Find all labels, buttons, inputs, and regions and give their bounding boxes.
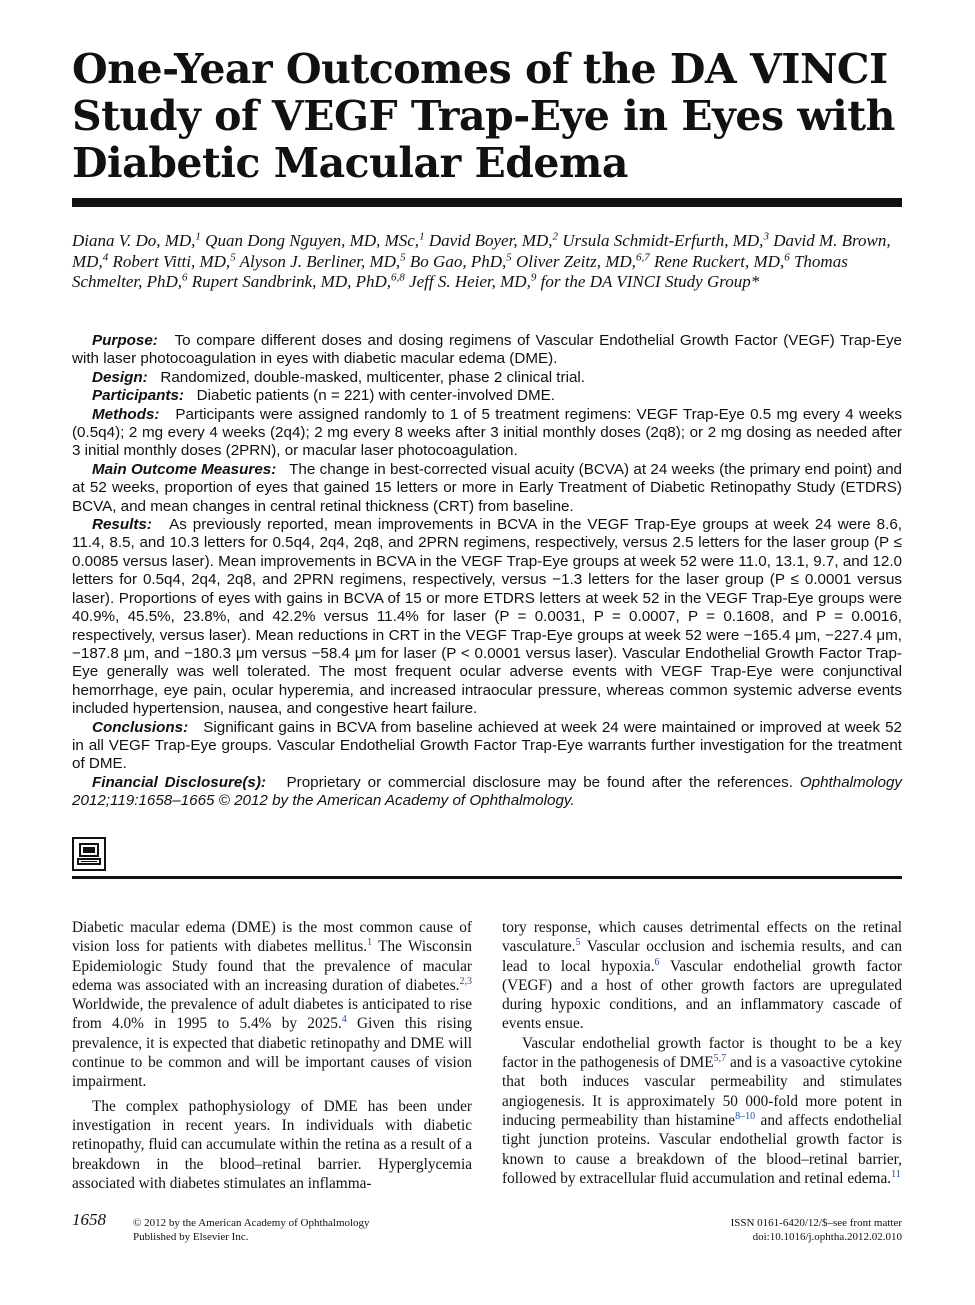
body-paragraph: The complex pathophysiology of DME has been under investigation in recent years. In individuals with diabetic retinopathy, fluid can accumulate within the retina as a result of a breakdown in the blood–retinal barrier. Hyperglycemia associated with diabetes stimulates an inflamma-: [72, 1097, 472, 1192]
citation: Ophthalmology 2012;119:1658–1665 © 2012 by the American Academy of Ophthalmology.: [72, 773, 902, 810]
body-paragraph: Diabetic macular edema (DME) is the most common cause of vision loss for patients with diabetes mellitus.$^1$ The Wisconsin Epidemiologic Study found that the prevalence of macular edema was associated with an increasing duration of diabetes.$^{2,3}$ Worldwide, the prevalence of adult diabetes is anticipated to rise from 4.0% in 1995 to 5.4% by 2025.$^4$ Given this rising prevalence, it is expected that diabetic retinopathy and DME will continue to be common and will be important causes of vision impairment.: [72, 919, 472, 1091]
footer-left: [133, 1216, 370, 1244]
abstract-participants: Participants: Diabetic patients (n = 221) with center-involved DME.: [92, 387, 556, 405]
title-rule: [72, 198, 902, 207]
article-title: One-Year Outcomes of the DA VINCI Study of VEGF Trap-Eye in Eyes with Diabetic Macular Edema: [72, 45, 895, 187]
abstract-disclosure: Financial Disclosure(s): Proprietary or commercial disclosure may be found after the references. Ophthalmology 2012;119:1658–1665 © 2012 by the American Academy of Ophthalmology.: [72, 773, 902, 810]
body-paragraph: tory response, which causes detrimental effects on the retinal vasculature.$^5$ Vascular occlusion and ischemia results, and can lead to local hypoxia.$^6$ Vascular endothelial growth factor (VEGF) and a host of other growth factors are upregulated during hypoxic conditions, and an inflammatory cascade of events ensue.: [502, 919, 902, 1033]
publisher-line: Published by Elsevier Inc.: [133, 1231, 249, 1243]
abstract-methods: Methods: Participants were assigned randomly to 1 of 5 treatment regimens: VEGF Trap-Eye 0.5 mg every 4 weeks (0.5q4); 2 mg every 4 weeks (2q4); 2 mg every 8 weeks after 3 initial monthly doses (2q8); or 2 mg dosing as needed after 3 initial monthly doses (2PRN), or macular laser photocoagulation.: [72, 405, 902, 460]
abstract-conclusions: Conclusions: Significant gains in BCVA from baseline achieved at week 24 were maintained or improved at week 52 in all VEGF Trap-Eye groups. Vascular Endothelial Growth Factor Trap-Eye warrants further investigation for the treatment of DME.: [72, 718, 902, 773]
footer-right: [731, 1216, 902, 1244]
abstract-outcome-measures: Main Outcome Measures: The change in best-corrected visual acuity (BCVA) at 24 weeks (the primary end point) and at 52 weeks, proportion of eyes that gained 15 letters or more in Early Treatment of Diabetic Retinopathy Study (ETDRS) BCVA, and mean changes in central retinal thickness (CRT) from baseline.: [72, 460, 903, 515]
issn-line: ISSN 0161-6420/12/$–see front matter: [730, 1217, 902, 1229]
abstract-purpose: Purpose: To compare different doses and dosing regimens of Vascular Endothelial Growth Factor (VEGF) Trap-Eye with laser photocoagulation in eyes with diabetic macular edema (DME).: [72, 332, 902, 368]
page-number: 1658: [72, 1210, 106, 1229]
body-paragraph: Vascular endothelial growth factor is thought to be a key factor in the pathogenesis of DME$^{5,7}$ and is a vasoactive cytokine that both induces vascular permeability and stimulates angiogenesis. It is approximately 50 000-fold more potent in inducing permeability than histamine$^{8-10}$ and affects endothelial tight junction proteins. Vascular endothelial growth factor is known to cause a breakdown of the blood–retinal barrier, followed by extracellular fluid accumulation and retinal edema.$^{11}$: [502, 1034, 902, 1187]
abstract-bottom-rule: [72, 876, 902, 879]
author-list: Diana V. Do, MD,$^1$ Quan Dong Nguyen, MD, MSc,$^1$ David Boyer, MD,$^2$ Ursula Schmidt-Erfurth, MD,$^3$ David M. Brown, MD,$^4$ Robert Vitti, MD,$^5$ Alyson J. Berliner, MD,$^5$ Bo Gao, PhD,$^5$ Oliver Zeitz, MD,$^{6,7}$ Rene Ruckert, MD,$^6$ Thomas Schmelter, PhD,$^6$ Rupert Sandbrink, MD, PhD,$^{6,8}$ Jeff S. Heier, MD,$^9$ for the DA VINCI Study Group*: [72, 230, 891, 291]
abstract-results: Results: As previously reported, mean improvements in BCVA in the VEGF Trap-Eye groups at week 24 were 8.6, 11.4, 8.5, and 10.3 letters for 0.5q4, 2q4, 2q8, and 2PRN regimens, respectively, versus 2.5 letters for the laser group (P ≤ 0.0085 versus laser). Mean improvements in BCVA in the VEGF Trap-Eye groups at week 52 were 11.0, 13.1, 9.7, and 12.0 letters for 0.5q4, 2q4, 2q8, and 2PRN regimens, respectively, versus −1.3 letters for the laser group (P ≤ 0.0001 versus laser). Proportions of eyes with gains in BCVA of 15 or more ETDRS letters at week 52 in the VEGF Trap-Eye groups were 40.9%, 45.5%, 23.8%, and 42.2% versus 11.4% for laser (P = 0.0031, P = 0.0007, P = 0.1608, and P = 0.0016, respectively, versus laser). Mean reductions in CRT in the VEGF Trap-Eye groups at week 52 were −165.4 μm, −227.4 μm, −187.8 μm, and −180.3 μm versus −58.4 μm for laser (P < 0.0001 versus laser). Vascular Endothelial Growth Factor Trap-Eye generally was well tolerated. The most frequent ocular adverse events with VEGF Trap-Eye were conjunctival hemorrhage, eye pain, ocular hyperemia, and increased intraocular pressure, whereas common systemic adverse events included hypertension, nausea, and congestive heart failure.: [72, 516, 902, 718]
abstract-design: Design: Randomized, double-masked, multicenter, phase 2 clinical trial.: [92, 368, 585, 386]
doi-link[interactable]: doi:10.1016/j.ophtha.2012.02.010: [752, 1231, 902, 1243]
computer-icon[interactable]: [72, 837, 106, 871]
copyright-line: © 2012 by the American Academy of Ophthalmology: [133, 1217, 370, 1229]
abstract: [72, 332, 902, 811]
body-column-right: [502, 918, 902, 1188]
body-column-left: [72, 918, 472, 1193]
